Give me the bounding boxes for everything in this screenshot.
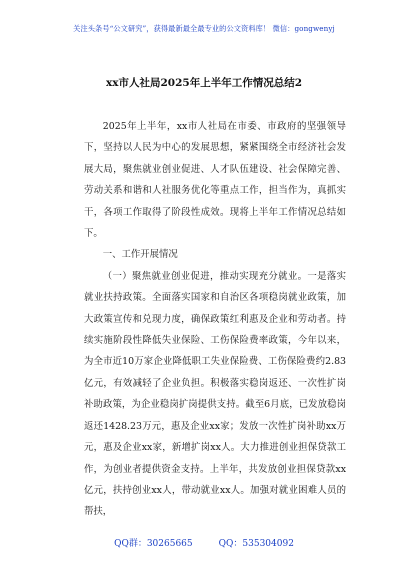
section-heading: 一、工作开展情况	[102, 249, 178, 261]
qq-group-text: QQ群：30265665	[114, 539, 193, 549]
qq-number-text: QQ：535304092	[218, 539, 294, 549]
intro-paragraph: 2025年上半年，xx市人社局在市委、市政府的坚强领导下，坚持以人民为中心的发展思想，紧紧围绕全市经济社会发展大局，聚焦就业创业促进、人才队伍建设、社会保障完善、劳动关系和谐和人社服务优化等重点工作，担当作为，真抓实干，各项工作取得了阶段性成效。现将上半年工作情况总结如下。	[84, 121, 346, 240]
footer-contact	[0, 536, 408, 549]
document-body	[84, 116, 346, 523]
header-note: 关注头条号“公文研究”，获得最新最全最专业的公文资料库！ 微信：gongwenyj	[73, 24, 335, 33]
document-title: xx市人社局2025年上半年工作情况总结2	[105, 77, 303, 89]
employment-paragraph: （一）聚焦就业创业促进，推动实现充分就业。一是落实就业扶持政策。全面落实国家和自治区各项稳岗就业政策，加大政策宣传和兑现力度，确保政策红利惠及企业和劳动者。持续实施阶段性降低失业保险、工伤保险费率政策，今年以来，为全市近10万家企业降低职工失业保险费、工伤保险费约2.83亿元，有效减轻了企业负担。积极落实稳岗返还、一次性扩岗补助政策，为企业稳岗扩岗提供支持。截至6月底，已发放稳岗返还1428.23万元，惠及企业xx家；发放一次性扩岗补助xx万元，惠及企业xx家，新增扩岗xx人。大力推进创业担保贷款工作，为创业者提供资金支持。上半年，共发放创业担保贷款xx亿元，扶持创业xx人，带动就业xx人。加强对就业困难人员的帮扶，	[84, 270, 346, 518]
